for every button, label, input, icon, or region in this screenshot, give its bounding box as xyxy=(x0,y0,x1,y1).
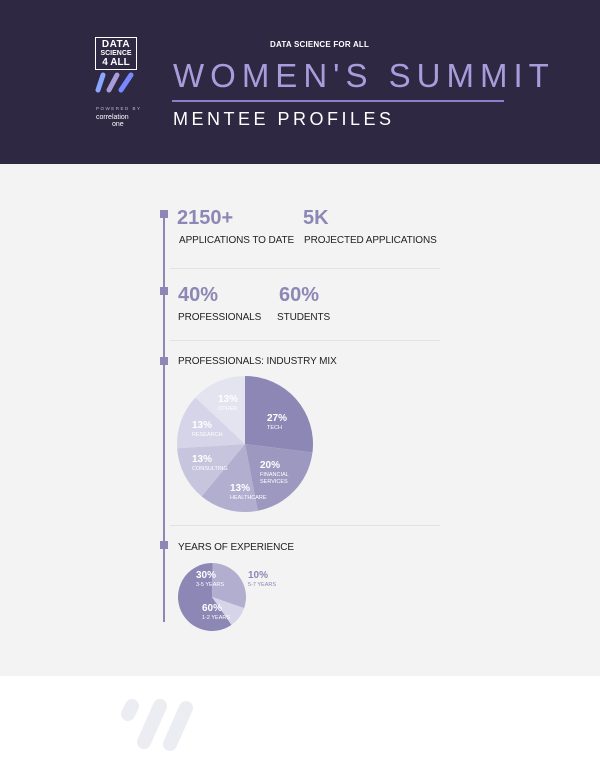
divider xyxy=(170,268,440,269)
logo-line-2: SCIENCE xyxy=(100,50,132,57)
experience-name-label: 3-5 YEARS xyxy=(196,582,225,588)
page-title: WOMEN'S SUMMIT xyxy=(173,57,555,94)
industry-pct-label: 13% xyxy=(192,420,213,431)
data-science-4-all-logo xyxy=(95,37,137,99)
industry-name-label: FINANCIAL xyxy=(260,472,289,478)
industry-pie-chart xyxy=(168,370,328,520)
partner-line-2: one xyxy=(112,121,124,128)
industry-pct-label: 13% xyxy=(230,483,251,494)
logo-line-3: 4 ALL xyxy=(102,57,130,68)
powered-by-label: POWERED BY xyxy=(96,106,142,111)
experience-heading: YEARS OF EXPERIENCE xyxy=(178,542,294,553)
experience-name-label: 5-7 YEARS xyxy=(248,582,277,588)
timeline-marker-industry xyxy=(160,357,168,365)
experience-pct-label: 60% xyxy=(202,603,223,614)
professionals-value: 40% xyxy=(178,284,219,306)
experience-name-label: 1-2 YEARS xyxy=(202,615,231,621)
watermark-stripes-icon xyxy=(118,696,198,756)
logo-stripes-icon xyxy=(95,70,137,94)
timeline-marker-split xyxy=(160,287,168,295)
industry-pct-label: 13% xyxy=(218,394,239,405)
timeline-line xyxy=(163,210,165,622)
industry-name-label: TECH xyxy=(267,425,282,431)
industry-name-label: CONSULTING xyxy=(192,466,228,472)
projected-label: PROJECTED APPLICATIONS xyxy=(304,235,437,246)
experience-pct-label: 10% xyxy=(248,570,269,581)
experience-pie-chart xyxy=(168,556,298,636)
industry-name-label: OTHER xyxy=(218,406,238,412)
partner-logo xyxy=(96,114,129,128)
page-subtitle: MENTEE PROFILES xyxy=(173,109,395,129)
partner-line-1: correlation xyxy=(96,114,129,121)
industry-name-label: HEALTHCARE xyxy=(230,495,267,501)
projected-value: 5K xyxy=(303,207,329,229)
industry-pct-label: 27% xyxy=(267,413,288,424)
professionals-label: PROFESSIONALS xyxy=(178,312,262,323)
industry-pct-label: 20% xyxy=(260,460,281,471)
students-value: 60% xyxy=(279,284,320,306)
divider xyxy=(170,340,440,341)
students-label: STUDENTS xyxy=(277,312,331,323)
industry-name-label: SERVICES xyxy=(260,479,288,485)
applications-label: APPLICATIONS TO DATE xyxy=(179,235,295,246)
experience-pct-label: 30% xyxy=(196,570,217,581)
logo-box xyxy=(95,37,137,70)
logo-line-1: DATA xyxy=(101,39,131,50)
industry-heading: PROFESSIONALS: INDUSTRY MIX xyxy=(178,356,337,367)
applications-value: 2150+ xyxy=(177,207,234,229)
divider xyxy=(170,525,440,526)
timeline-marker-experience xyxy=(160,541,168,549)
supertitle: DATA SCIENCE FOR ALL xyxy=(270,40,370,49)
timeline-marker-applications xyxy=(160,210,168,218)
industry-pct-label: 13% xyxy=(192,454,213,465)
industry-name-label: RESEARCH xyxy=(192,432,223,438)
title-rule xyxy=(172,100,504,102)
header-banner xyxy=(0,0,600,164)
